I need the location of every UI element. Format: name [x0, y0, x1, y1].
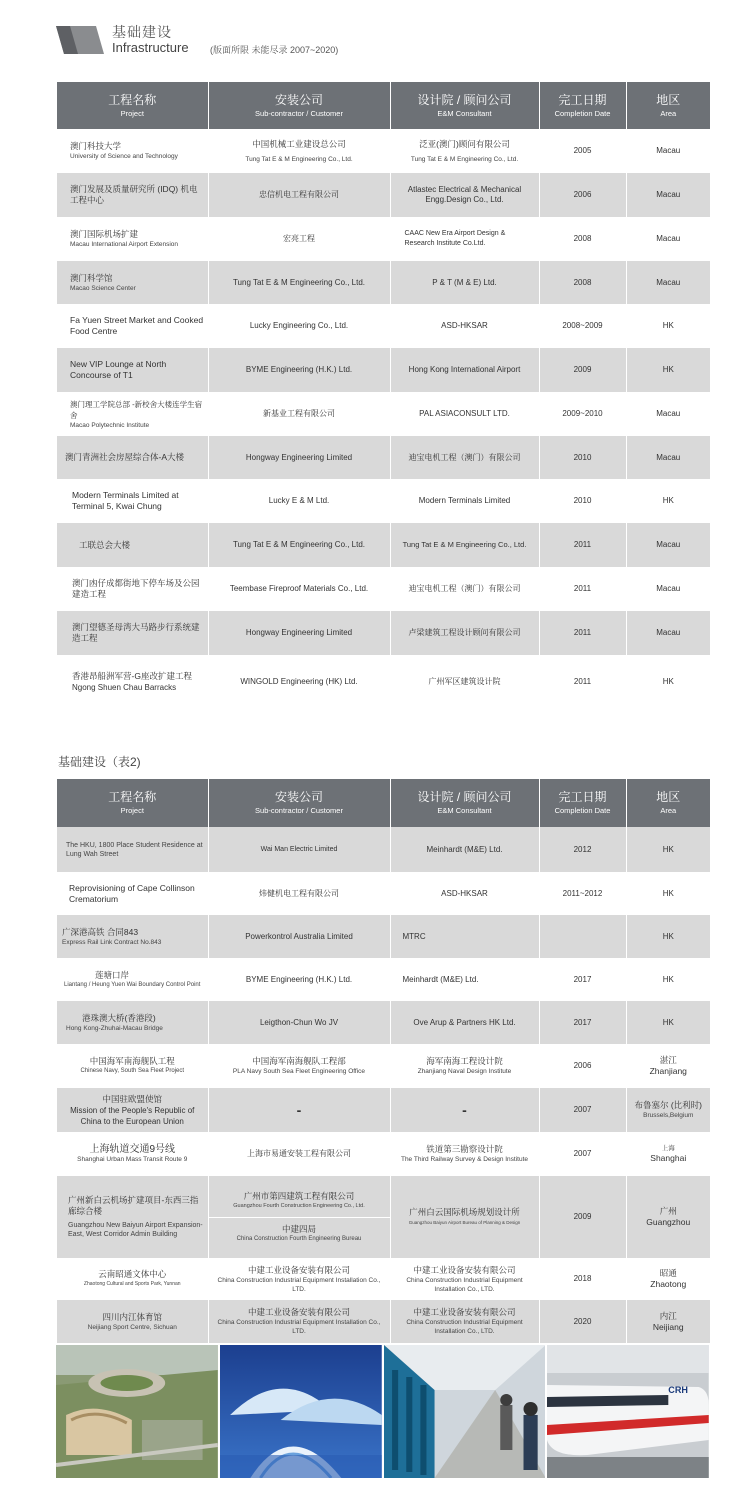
project-cell: 莲塘口岸 Liantang / Heung Yuen Wai Boundary Control Point — [57, 958, 208, 1001]
table-row — [57, 261, 710, 304]
table-row — [57, 173, 710, 217]
project-cell: 上海轨道交通9号线 Shanghai Urban Mass Transit Route 9 — [57, 1132, 208, 1176]
table-row — [57, 872, 710, 915]
subcontractor-cell: 中建工业设备安装有限公司 China Construction Industrial Equipment Installation Co., LTD. — [208, 1258, 390, 1300]
area-cell: 内江 Neijiang — [626, 1300, 710, 1343]
table-row — [57, 1001, 710, 1044]
date-cell: 2008~2009 — [539, 304, 626, 348]
section-header — [56, 20, 736, 60]
consultant-cell: - — [390, 1088, 539, 1132]
crh-logo-text: CRH — [668, 1385, 689, 1395]
subcontractor-cell: Teembase Fireproof Materials Co., Ltd. — [208, 567, 390, 611]
date-cell: 2017 — [539, 958, 626, 1001]
table-row — [57, 1176, 710, 1258]
page-note: (版面所限 未能尽录 2007~2020) — [210, 45, 339, 55]
table-row — [57, 217, 710, 261]
consultant-cell: 泛亚(澳门)顾问有限公司 Tung Tat E & M Engineering Co., Ltd. — [390, 129, 539, 173]
area-cell: 广州 Guangzhou — [626, 1176, 710, 1258]
table-row — [57, 1088, 710, 1132]
area-cell: HK — [626, 479, 710, 523]
date-cell: 2011~2012 — [539, 872, 626, 915]
projects-table-1 — [57, 82, 710, 709]
project-cell: 澳门凼仔成都街地下停车场及公园建造工程 — [57, 567, 208, 611]
photo-strip — [56, 1345, 709, 1478]
consultant-cell: PAL ASIACONSULT LTD. — [390, 392, 539, 436]
project-cell: New VIP Lounge at North Concourse of T1 — [57, 348, 208, 392]
table-row — [57, 1132, 710, 1176]
date-cell: 2005 — [539, 129, 626, 173]
consultant-cell: 广州军区建筑设计院 — [390, 655, 539, 709]
area-cell: Macau — [626, 523, 710, 567]
consultant-cell: 迪宝电机工程（澳门）有限公司 — [390, 567, 539, 611]
consultant-cell: Ove Arup & Partners HK Ltd. — [390, 1001, 539, 1044]
project-cell: 港珠澳大桥(香港段) Hong Kong-Zhuhai-Macau Bridge — [57, 1001, 208, 1044]
table-row — [57, 827, 710, 872]
consultant-cell: CAAC New Era Airport Design & Research Institute Co.Ltd. — [390, 217, 539, 261]
col-header-subcontractor: 安装公司 Sub-contractor / Customer — [208, 82, 390, 129]
area-cell: 昭通 Zhaotong — [626, 1258, 710, 1300]
table-row — [57, 611, 710, 655]
subcontractor-cell: 中建工业设备安装有限公司 China Construction Industrial Equipment Installation Co., LTD. — [208, 1300, 390, 1343]
area-cell: HK — [626, 348, 710, 392]
col-header-subcontractor: 安装公司 Sub-contractor / Customer — [208, 779, 390, 827]
subcontractor-cell: - — [208, 1088, 390, 1132]
subcontractor-cell: Tung Tat E & M Engineering Co., Ltd. — [208, 261, 390, 304]
table-row — [57, 523, 710, 567]
date-cell: 2008 — [539, 261, 626, 304]
project-cell: 云南昭通文体中心 Zhaotong Cultural and Sports Park, Yunnan — [57, 1258, 208, 1300]
area-cell: Macau — [626, 611, 710, 655]
table-row — [57, 129, 710, 173]
date-cell: 2009 — [539, 1176, 626, 1258]
project-cell: 澳门发展及质量研究所 (IDQ) 机电工程中心 — [57, 173, 208, 217]
table-row — [57, 915, 710, 958]
col-header-date: 完工日期 Completion Date — [539, 82, 626, 129]
project-cell: 澳门青洲社会房屋综合体-A大楼 — [57, 436, 208, 479]
subcontractor-cell: Lucky Engineering Co., Ltd. — [208, 304, 390, 348]
consultant-cell: ASD-HKSAR — [390, 304, 539, 348]
table-header-row — [57, 779, 710, 827]
area-cell: Macau — [626, 567, 710, 611]
date-cell: 2008 — [539, 217, 626, 261]
table-header-row — [57, 82, 710, 129]
subcontractor-cell: Lucky E & M Ltd. — [208, 479, 390, 523]
date-cell: 2012 — [539, 827, 626, 872]
project-cell: Modern Terminals Limited at Terminal 5, Kwai Chung — [57, 479, 208, 523]
table2-title: 基础建设（表2) — [58, 755, 141, 769]
consultant-cell: 卢梁建筑工程设计顾问有限公司 — [390, 611, 539, 655]
date-cell — [539, 915, 626, 958]
page-title-en: Infrastructure — [112, 40, 189, 55]
project-cell: 香港昂船洲军营-G座改扩建工程 Ngong Shuen Chau Barracks — [57, 655, 208, 709]
area-cell: 湛江 Zhanjiang — [626, 1044, 710, 1088]
area-cell: HK — [626, 304, 710, 348]
subcontractor-cell: Hongway Engineering Limited — [208, 611, 390, 655]
col-header-area: 地区 Area — [626, 779, 710, 827]
consultant-cell: 海军南海工程设计院 Zhanjiang Naval Design Institute — [390, 1044, 539, 1088]
area-cell: Macau — [626, 392, 710, 436]
col-header-consultant: 设计院 / 顾问公司 E&M Consultant — [390, 779, 539, 827]
subcontractor-cell: Hongway Engineering Limited — [208, 436, 390, 479]
date-cell: 2017 — [539, 1001, 626, 1044]
col-header-consultant: 设计院 / 顾问公司 E&M Consultant — [390, 82, 539, 129]
table-row — [57, 1258, 710, 1300]
area-cell: Macau — [626, 436, 710, 479]
project-cell: 广深港高铁 合同843 Express Rail Link Contract No.843 — [57, 915, 208, 958]
consultant-cell: 铁道第三勘察设计院 The Third Railway Survey & Design Institute — [390, 1132, 539, 1176]
table-row — [57, 304, 710, 348]
consultant-cell: 迪宝电机工程（澳门）有限公司 — [390, 436, 539, 479]
project-cell: 中国海军南海舰队工程 Chinese Navy, South Sea Fleet Project — [57, 1044, 208, 1088]
table-row — [57, 436, 710, 479]
project-cell: 中国驻欧盟使馆 Mission of the People's Republic of China to the European Union — [57, 1088, 208, 1132]
area-cell: HK — [626, 958, 710, 1001]
project-cell: 广州新白云机场扩建项目-东西三指廊综合楼 Guangzhou New Baiyun Airport Expansion- East, West Corridor Admin Building — [57, 1176, 208, 1258]
subcontractor-cell: 中国机械工业建设总公司 Tung Tat E & M Engineering Co., Ltd. — [208, 129, 390, 173]
consultant-cell: MTRC — [390, 915, 539, 958]
area-cell: HK — [626, 915, 710, 958]
consultant-cell: Meinhardt (M&E) Ltd. — [390, 958, 539, 1001]
area-cell: HK — [626, 1001, 710, 1044]
subcontractor-cell: 中国海军南海舰队工程部 PLA Navy South Sea Fleet Engineering Office — [208, 1044, 390, 1088]
subcontractor-cell: 宏亮工程 — [208, 217, 390, 261]
area-cell: HK — [626, 655, 710, 709]
subcontractor-cell: Leigthon-Chun Wo JV — [208, 1001, 390, 1044]
project-cell: 澳门科技大学 University of Science and Technology — [57, 129, 208, 173]
project-cell: 工联总会大楼 — [57, 523, 208, 567]
subcontractor-cell: Tung Tat E & M Engineering Co., Ltd. — [208, 523, 390, 567]
date-cell: 2011 — [539, 611, 626, 655]
date-cell: 2011 — [539, 655, 626, 709]
date-cell: 2010 — [539, 436, 626, 479]
date-cell: 2006 — [539, 173, 626, 217]
metro-platform-photo — [384, 1345, 546, 1478]
table-row — [57, 479, 710, 523]
stadium-aerial-photo — [56, 1345, 218, 1478]
project-cell: 澳门科学馆 Macao Science Center — [57, 261, 208, 304]
table-row — [57, 958, 710, 1001]
area-cell: Macau — [626, 217, 710, 261]
table-row — [57, 348, 710, 392]
project-cell: 四川内江体育馆 Neijiang Sport Centre, Sichuan — [57, 1300, 208, 1343]
subcontractor-cell: 忠信机电工程有限公司 — [208, 173, 390, 217]
table-row — [57, 392, 710, 436]
area-cell: Macau — [626, 261, 710, 304]
date-cell: 2020 — [539, 1300, 626, 1343]
area-cell: 布鲁塞尔 (比利时) Brussels,Belgium — [626, 1088, 710, 1132]
consultant-cell: P & T (M & E) Ltd. — [390, 261, 539, 304]
table-row — [57, 567, 710, 611]
area-cell: 上海 Shanghai — [626, 1132, 710, 1176]
subcontractor-cell: 炜健机电工程有限公司 — [208, 872, 390, 915]
consultant-cell: 中建工业设备安装有限公司 China Construction Industrial Equipment Installation Co., LTD. — [390, 1258, 539, 1300]
project-cell: Reprovisioning of Cape Collinson Crematorium — [57, 872, 208, 915]
page-title-cn: 基础建设 — [112, 24, 172, 40]
table-row — [57, 1300, 710, 1343]
consultant-cell: Tung Tat E & M Engineering Co., Ltd. — [390, 523, 539, 567]
date-cell: 2009 — [539, 348, 626, 392]
project-cell: 澳门国际机场扩建 Macau International Airport Extension — [57, 217, 208, 261]
project-cell: 澳门理工学院总部 -新校舍大楼连学生宿舍 Macao Polytechnic Institute — [57, 392, 208, 436]
consultant-cell: Meinhardt (M&E) Ltd. — [390, 827, 539, 872]
table-row — [57, 655, 710, 709]
col-header-area: 地区 Area — [626, 82, 710, 129]
projects-table-2 — [57, 779, 710, 1343]
date-cell: 2006 — [539, 1044, 626, 1088]
area-cell: Macau — [626, 129, 710, 173]
subcontractor-cell: WINGOLD Engineering (HK) Ltd. — [208, 655, 390, 709]
col-header-project: 工程名称 Project — [57, 82, 208, 129]
consultant-cell: 广州白云国际机场规划设计所 Guangzhou Baiyun Airport Bureau of Planning & Design — [390, 1176, 539, 1258]
area-cell: HK — [626, 827, 710, 872]
subcontractor-cell: 广州市第四建筑工程有限公司 Guangzhou Fourth Construction Engineering Co., Ltd. 中建四局 China Construction Fourth Engineering Bureau — [208, 1176, 390, 1258]
date-cell: 2007 — [539, 1132, 626, 1176]
subcontractor-cell: Wai Man Electric Limited — [208, 827, 390, 872]
project-cell: Fa Yuen Street Market and Cooked Food Centre — [57, 304, 208, 348]
date-cell: 2010 — [539, 479, 626, 523]
date-cell: 2011 — [539, 567, 626, 611]
consultant-cell: 中建工业设备安装有限公司 China Construction Industrial Equipment Installation Co., LTD. — [390, 1300, 539, 1343]
date-cell: 2009~2010 — [539, 392, 626, 436]
area-cell: HK — [626, 872, 710, 915]
consultant-cell: Modern Terminals Limited — [390, 479, 539, 523]
date-cell: 2018 — [539, 1258, 626, 1300]
section-logo-icon — [56, 26, 104, 54]
consultant-cell: ASD-HKSAR — [390, 872, 539, 915]
consultant-cell: Atlastec Electrical & Mechanical Engg.Design Co., Ltd. — [390, 173, 539, 217]
date-cell: 2007 — [539, 1088, 626, 1132]
subcontractor-cell: 上海市易通安装工程有限公司 — [208, 1132, 390, 1176]
subcontractor-cell: 新基业工程有限公司 — [208, 392, 390, 436]
dome-sports-centre-photo — [220, 1345, 382, 1478]
consultant-cell: Hong Kong International Airport — [390, 348, 539, 392]
project-cell: 澳门望德圣母湾大马路步行系统建造工程 — [57, 611, 208, 655]
subcontractor-cell: BYME Engineering (H.K.) Ltd. — [208, 958, 390, 1001]
area-cell: Macau — [626, 173, 710, 217]
subcontractor-cell: BYME Engineering (H.K.) Ltd. — [208, 348, 390, 392]
subcontractor-cell: Powerkontrol Australia Limited — [208, 915, 390, 958]
col-header-date: 完工日期 Completion Date — [539, 779, 626, 827]
project-cell: The HKU, 1800 Place Student Residence at Lung Wah Street — [57, 827, 208, 872]
crh-train-photo — [547, 1345, 709, 1478]
col-header-project: 工程名称 Project — [57, 779, 208, 827]
date-cell: 2011 — [539, 523, 626, 567]
table-row — [57, 1044, 710, 1088]
